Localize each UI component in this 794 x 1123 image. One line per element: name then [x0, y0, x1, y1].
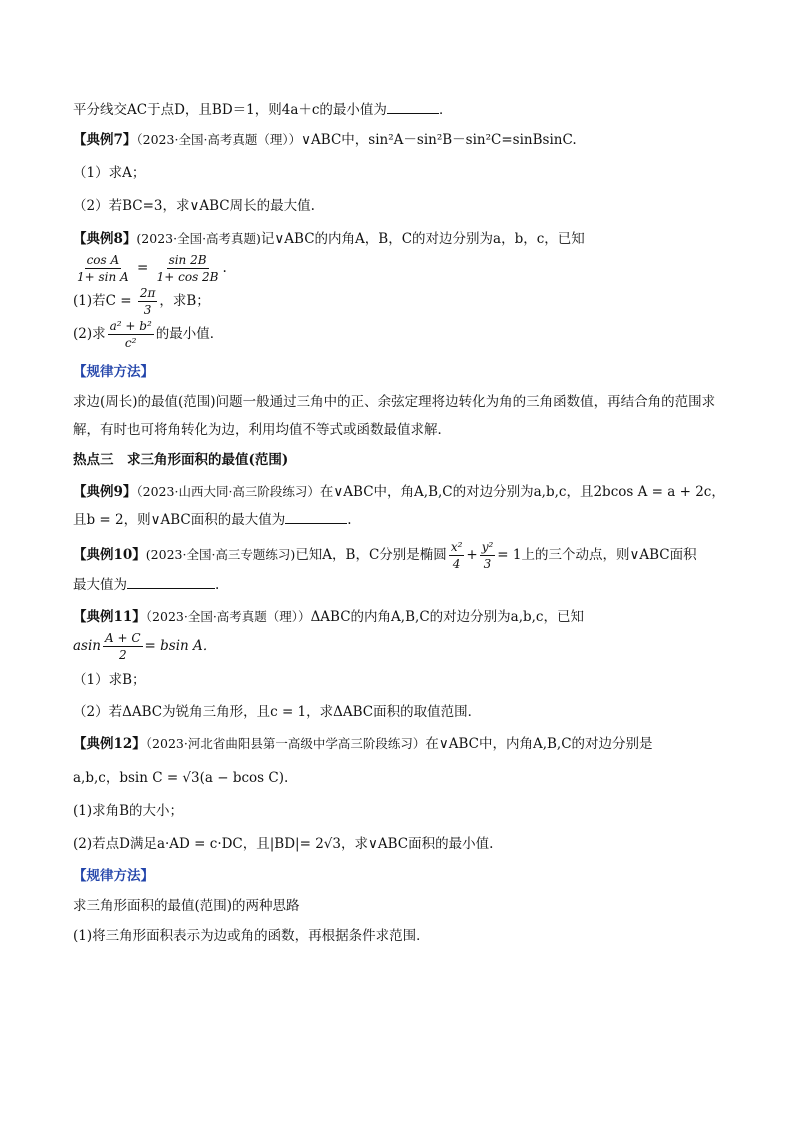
fraction	[108, 319, 154, 350]
formula-text: = bsin A．	[144, 638, 217, 654]
example-source: (2023·全国·高三专题练习)	[145, 547, 296, 562]
section-heading: 热点三 求三角形面积的最值(范围)	[73, 452, 289, 468]
equals-sign: =	[137, 260, 149, 276]
punctuation: .	[215, 577, 220, 593]
text-line	[73, 100, 733, 120]
example-8	[73, 229, 733, 249]
example-tag: 【典例12】	[73, 736, 146, 752]
example-tag: 【典例7】	[73, 132, 137, 148]
question-2: （2）若BC=3，求∨ABC周长的最大值.	[73, 198, 315, 214]
example-12	[73, 734, 733, 754]
denominator: 3	[483, 557, 492, 571]
question-2	[73, 319, 733, 350]
example-tag: 【典例11】	[73, 609, 146, 625]
method-text: 求边(周长)的最值(范围)问题一般通过三角中的正、余弦定理将边转化为角的三角函数值，再结合角的范围求解，有时也可将角转化为边，利用均值不等式或函数最值求解．	[73, 394, 716, 438]
punctuation: ．	[438, 102, 453, 118]
example-tag: 【典例8】	[73, 231, 137, 247]
example-7	[73, 130, 733, 150]
question-2: (2)若点D满足a·AD = c·DC，且|BD|= 2√3，求∨ABC面积的最小值.	[73, 836, 494, 852]
denominator: 1+ sin A	[77, 270, 129, 284]
text-line: a,b,c，bsin C = √3(a − bcos C).	[73, 770, 289, 786]
punctuation: .	[222, 260, 227, 276]
answer-blank	[285, 511, 347, 524]
problem-text: 平分线交AC于点D，且BD＝1，则4a＋c的最小值为	[73, 102, 387, 118]
method-text: (1)将三角形面积表示为边或角的函数，再根据条件求范围．	[73, 928, 430, 944]
document-page	[73, 100, 733, 946]
fraction	[155, 253, 221, 284]
plus-sign: +	[466, 547, 478, 563]
method-title: 【规律方法】	[73, 364, 154, 380]
example-text: 已知A，B，C分别是椭圆	[295, 547, 447, 563]
question-text: ，求B；	[159, 293, 210, 309]
fraction	[103, 631, 143, 662]
example-text: ΔABC的内角A,B,C的对边分别为a,b,c，已知	[310, 609, 584, 625]
numerator: x²	[450, 540, 463, 554]
formula-text: asin	[73, 638, 101, 654]
example-text: 最大值为	[73, 577, 127, 593]
example-source: （2023·全国·高考真题（理））	[136, 132, 302, 147]
question-1: （1）求B；	[73, 672, 146, 688]
example-source: （2023·全国·高考真题（理））	[145, 609, 311, 624]
example-9	[73, 482, 733, 502]
question-1: （1）求A；	[73, 165, 146, 181]
example-tag: 【典例9】	[73, 484, 137, 500]
denominator: 4	[452, 557, 461, 571]
method-text: 求三角形面积的最值(范围)的两种思路	[73, 898, 300, 914]
example-11	[73, 607, 733, 627]
denominator: 3	[143, 303, 152, 317]
question-text: (1)若C =	[73, 293, 132, 309]
numerator: A + C	[105, 631, 141, 645]
question-text: (2)求	[73, 326, 106, 342]
numerator: y²	[481, 540, 494, 554]
numerator: cos A	[86, 253, 120, 267]
question-text: 的最小值．	[155, 326, 224, 342]
example-text: 记∨ABC的内角A，B，C的对边分别为a，b，c，已知	[260, 231, 585, 247]
numerator: a² + b²	[109, 319, 152, 333]
example-source: （2023·河北省曲阳县第一高级中学高三阶段练习）	[145, 736, 426, 751]
text-line	[73, 510, 733, 530]
example-10	[73, 540, 733, 571]
answer-blank	[127, 576, 215, 589]
example-text: 在∨ABC中，角A,B,C的对边分别为a,b,c，且2bcos A = a + 2c，	[319, 484, 725, 500]
fraction	[449, 540, 465, 571]
numerator: 2π	[139, 286, 156, 300]
example-source: (2023·全国·高考真题)	[136, 231, 261, 246]
numerator: sin 2B	[168, 253, 207, 267]
example-text: = 1上的三个动点，则∨ABC面积	[497, 547, 697, 563]
method-title: 【规律方法】	[73, 868, 154, 884]
fraction	[138, 286, 158, 317]
punctuation: .	[347, 512, 352, 528]
question-1	[73, 286, 733, 317]
example-text: ∨ABC中，sin²A－sin²B－sin²C=sinBsinC.	[301, 132, 577, 148]
question-1: (1)求角B的大小；	[73, 803, 184, 819]
answer-blank	[387, 101, 439, 114]
denominator: 2	[118, 648, 127, 662]
example-text: 且b = 2，则∨ABC面积的最大值为	[73, 512, 286, 528]
example-text: 在∨ABC中，内角A,B,C的对边分别是	[425, 736, 653, 752]
formula-line	[73, 253, 733, 284]
fraction	[480, 540, 496, 571]
text-line	[73, 575, 733, 595]
denominator: c²	[124, 336, 137, 350]
example-source: （2023·山西大同·高三阶段练习）	[136, 484, 320, 499]
example-tag: 【典例10】	[73, 547, 146, 563]
denominator: 1+ cos 2B	[156, 270, 219, 284]
formula-line	[73, 631, 733, 662]
fraction	[75, 253, 131, 284]
question-2: （2）若ΔABC为锐角三角形，且c = 1，求ΔABC面积的取值范围．	[73, 704, 482, 720]
